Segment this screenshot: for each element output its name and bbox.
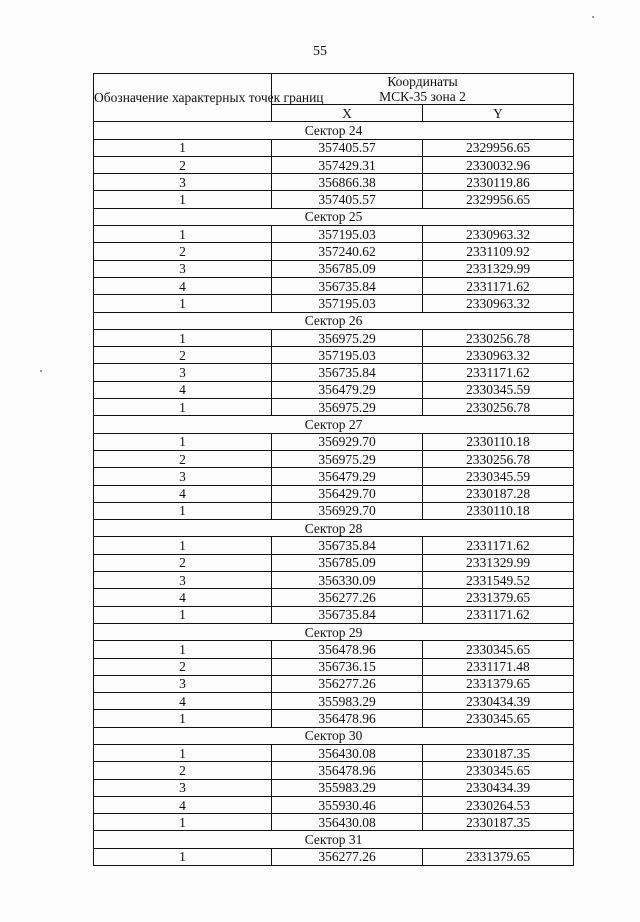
y-coordinate-cell: 2330187.28 <box>423 485 574 502</box>
table-row <box>94 174 574 191</box>
y-coordinate-cell: 2330963.32 <box>423 295 574 312</box>
point-cell: 3 <box>94 260 272 277</box>
sector-title: Сектор 28 <box>94 520 574 537</box>
table-row <box>94 779 574 796</box>
scan-speck <box>592 16 594 18</box>
y-coordinate-cell: 2330119.86 <box>423 174 574 191</box>
table-row <box>94 589 574 606</box>
sector-row <box>94 727 574 744</box>
y-coordinate-cell: 2330032.96 <box>423 156 574 173</box>
x-coordinate-cell: 356785.09 <box>272 260 423 277</box>
sector-title: Сектор 31 <box>94 831 574 848</box>
point-cell: 2 <box>94 554 272 571</box>
point-cell: 4 <box>94 589 272 606</box>
point-cell: 1 <box>94 502 272 519</box>
coords-label-line1: Координаты <box>387 74 458 89</box>
table-row <box>94 814 574 831</box>
table-row <box>94 468 574 485</box>
point-cell: 1 <box>94 710 272 727</box>
x-coordinate-cell: 357195.03 <box>272 295 423 312</box>
x-coordinate-cell: 356277.26 <box>272 848 423 865</box>
x-coordinate-cell: 356736.15 <box>272 658 423 675</box>
scan-speck <box>40 370 42 372</box>
point-cell: 2 <box>94 156 272 173</box>
y-coordinate-cell: 2331171.62 <box>423 606 574 623</box>
y-coordinate-cell: 2329956.65 <box>423 139 574 156</box>
sector-title: Сектор 29 <box>94 623 574 640</box>
y-coordinate-cell: 2330345.59 <box>423 468 574 485</box>
point-cell: 1 <box>94 744 272 761</box>
table-row <box>94 502 574 519</box>
table-row <box>94 606 574 623</box>
table-row <box>94 329 574 346</box>
y-coordinate-cell: 2331329.99 <box>423 260 574 277</box>
y-coordinate-cell: 2331379.65 <box>423 675 574 692</box>
x-coordinate-cell: 356735.84 <box>272 537 423 554</box>
x-coordinate-cell: 357405.57 <box>272 191 423 208</box>
y-coordinate-cell: 2331109.92 <box>423 243 574 260</box>
y-coordinate-cell: 2330256.78 <box>423 329 574 346</box>
table-row <box>94 693 574 710</box>
point-cell: 3 <box>94 572 272 589</box>
x-coordinate-cell: 356478.96 <box>272 641 423 658</box>
y-coordinate-cell: 2330345.65 <box>423 762 574 779</box>
table-row <box>94 572 574 589</box>
point-cell: 1 <box>94 139 272 156</box>
coords-label-line2: МСК-35 зона 2 <box>379 89 466 104</box>
y-coordinate-cell: 2331171.62 <box>423 364 574 381</box>
table-row <box>94 537 574 554</box>
point-cell: 2 <box>94 347 272 364</box>
x-coordinate-cell: 356277.26 <box>272 675 423 692</box>
y-coordinate-cell: 2330963.32 <box>423 226 574 243</box>
x-coordinate-cell: 357240.62 <box>272 243 423 260</box>
point-cell: 1 <box>94 226 272 243</box>
table-header <box>94 74 574 122</box>
x-coordinate-cell: 356330.09 <box>272 572 423 589</box>
table-row <box>94 641 574 658</box>
x-coordinate-cell: 356735.84 <box>272 364 423 381</box>
point-cell: 2 <box>94 762 272 779</box>
x-coordinate-cell: 356277.26 <box>272 589 423 606</box>
y-coordinate-cell: 2330187.35 <box>423 744 574 761</box>
point-cell: 4 <box>94 693 272 710</box>
point-cell: 1 <box>94 641 272 658</box>
sector-row <box>94 416 574 433</box>
point-cell: 3 <box>94 468 272 485</box>
point-cell: 1 <box>94 814 272 831</box>
table-row <box>94 364 574 381</box>
x-coordinate-cell: 356929.70 <box>272 433 423 450</box>
table-row <box>94 381 574 398</box>
y-coordinate-cell: 2331329.99 <box>423 554 574 571</box>
sector-row <box>94 122 574 139</box>
y-coordinate-cell: 2330434.39 <box>423 779 574 796</box>
y-coordinate-cell: 2330345.65 <box>423 710 574 727</box>
point-cell: 3 <box>94 174 272 191</box>
table-body <box>94 122 574 866</box>
x-coordinate-cell: 356929.70 <box>272 502 423 519</box>
sector-title: Сектор 24 <box>94 122 574 139</box>
x-coordinate-cell: 357429.31 <box>272 156 423 173</box>
y-coordinate-cell: 2331379.65 <box>423 848 574 865</box>
point-cell: 1 <box>94 848 272 865</box>
sector-row <box>94 312 574 329</box>
point-cell: 3 <box>94 364 272 381</box>
table-row <box>94 347 574 364</box>
x-coordinate-cell: 356430.08 <box>272 744 423 761</box>
x-header: X <box>272 105 423 122</box>
point-cell: 2 <box>94 450 272 467</box>
y-header: Y <box>423 105 574 122</box>
table-row <box>94 848 574 865</box>
x-coordinate-cell: 357405.57 <box>272 139 423 156</box>
table-row <box>94 485 574 502</box>
point-cell: 2 <box>94 243 272 260</box>
table-row <box>94 156 574 173</box>
table-row <box>94 399 574 416</box>
table-row <box>94 260 574 277</box>
x-coordinate-cell: 356478.96 <box>272 762 423 779</box>
y-coordinate-cell: 2331171.62 <box>423 537 574 554</box>
table-row <box>94 277 574 294</box>
point-cell: 1 <box>94 295 272 312</box>
y-coordinate-cell: 2329956.65 <box>423 191 574 208</box>
y-coordinate-cell: 2330110.18 <box>423 433 574 450</box>
table-row <box>94 243 574 260</box>
table-row <box>94 139 574 156</box>
x-coordinate-cell: 356479.29 <box>272 468 423 485</box>
point-cell: 2 <box>94 658 272 675</box>
x-coordinate-cell: 356975.29 <box>272 450 423 467</box>
y-coordinate-cell: 2330963.32 <box>423 347 574 364</box>
y-coordinate-cell: 2330434.39 <box>423 693 574 710</box>
sector-title: Сектор 26 <box>94 312 574 329</box>
sector-title: Сектор 25 <box>94 208 574 225</box>
y-coordinate-cell: 2330264.53 <box>423 796 574 813</box>
x-coordinate-cell: 355983.29 <box>272 693 423 710</box>
table-row <box>94 744 574 761</box>
y-coordinate-cell: 2331549.52 <box>423 572 574 589</box>
x-coordinate-cell: 356735.84 <box>272 277 423 294</box>
x-coordinate-cell: 355983.29 <box>272 779 423 796</box>
sector-row <box>94 208 574 225</box>
y-coordinate-cell: 2331379.65 <box>423 589 574 606</box>
table-row <box>94 554 574 571</box>
x-coordinate-cell: 356866.38 <box>272 174 423 191</box>
table-row <box>94 796 574 813</box>
y-coordinate-cell: 2331171.48 <box>423 658 574 675</box>
point-cell: 1 <box>94 537 272 554</box>
point-cell: 4 <box>94 485 272 502</box>
point-cell: 4 <box>94 381 272 398</box>
table-row <box>94 295 574 312</box>
x-coordinate-cell: 356735.84 <box>272 606 423 623</box>
point-cell: 4 <box>94 277 272 294</box>
y-coordinate-cell: 2330256.78 <box>423 399 574 416</box>
x-coordinate-cell: 356430.08 <box>272 814 423 831</box>
x-coordinate-cell: 356975.29 <box>272 329 423 346</box>
x-coordinate-cell: 357195.03 <box>272 226 423 243</box>
y-coordinate-cell: 2330345.65 <box>423 641 574 658</box>
y-coordinate-cell: 2330110.18 <box>423 502 574 519</box>
x-coordinate-cell: 356429.70 <box>272 485 423 502</box>
sector-title: Сектор 27 <box>94 416 574 433</box>
table-row <box>94 710 574 727</box>
point-cell: 1 <box>94 606 272 623</box>
sector-row <box>94 520 574 537</box>
x-coordinate-cell: 357195.03 <box>272 347 423 364</box>
x-coordinate-cell: 356975.29 <box>272 399 423 416</box>
table-row <box>94 675 574 692</box>
x-coordinate-cell: 355930.46 <box>272 796 423 813</box>
y-coordinate-cell: 2330256.78 <box>423 450 574 467</box>
x-coordinate-cell: 356479.29 <box>272 381 423 398</box>
table-row <box>94 226 574 243</box>
point-label-header: Обозначение характерных точек границ <box>94 74 272 122</box>
table-row <box>94 450 574 467</box>
sector-row <box>94 831 574 848</box>
y-coordinate-cell: 2330187.35 <box>423 814 574 831</box>
page-number: 55 <box>313 44 327 59</box>
table-row <box>94 762 574 779</box>
table-row <box>94 191 574 208</box>
point-cell: 1 <box>94 191 272 208</box>
point-cell: 1 <box>94 329 272 346</box>
table-row <box>94 433 574 450</box>
sector-row <box>94 623 574 640</box>
x-coordinate-cell: 356785.09 <box>272 554 423 571</box>
coordinates-table <box>93 73 574 866</box>
point-cell: 3 <box>94 675 272 692</box>
y-coordinate-cell: 2331171.62 <box>423 277 574 294</box>
sector-title: Сектор 30 <box>94 727 574 744</box>
table-row <box>94 658 574 675</box>
point-cell: 1 <box>94 399 272 416</box>
point-cell: 3 <box>94 779 272 796</box>
point-cell: 1 <box>94 433 272 450</box>
y-coordinate-cell: 2330345.59 <box>423 381 574 398</box>
point-cell: 4 <box>94 796 272 813</box>
x-coordinate-cell: 356478.96 <box>272 710 423 727</box>
